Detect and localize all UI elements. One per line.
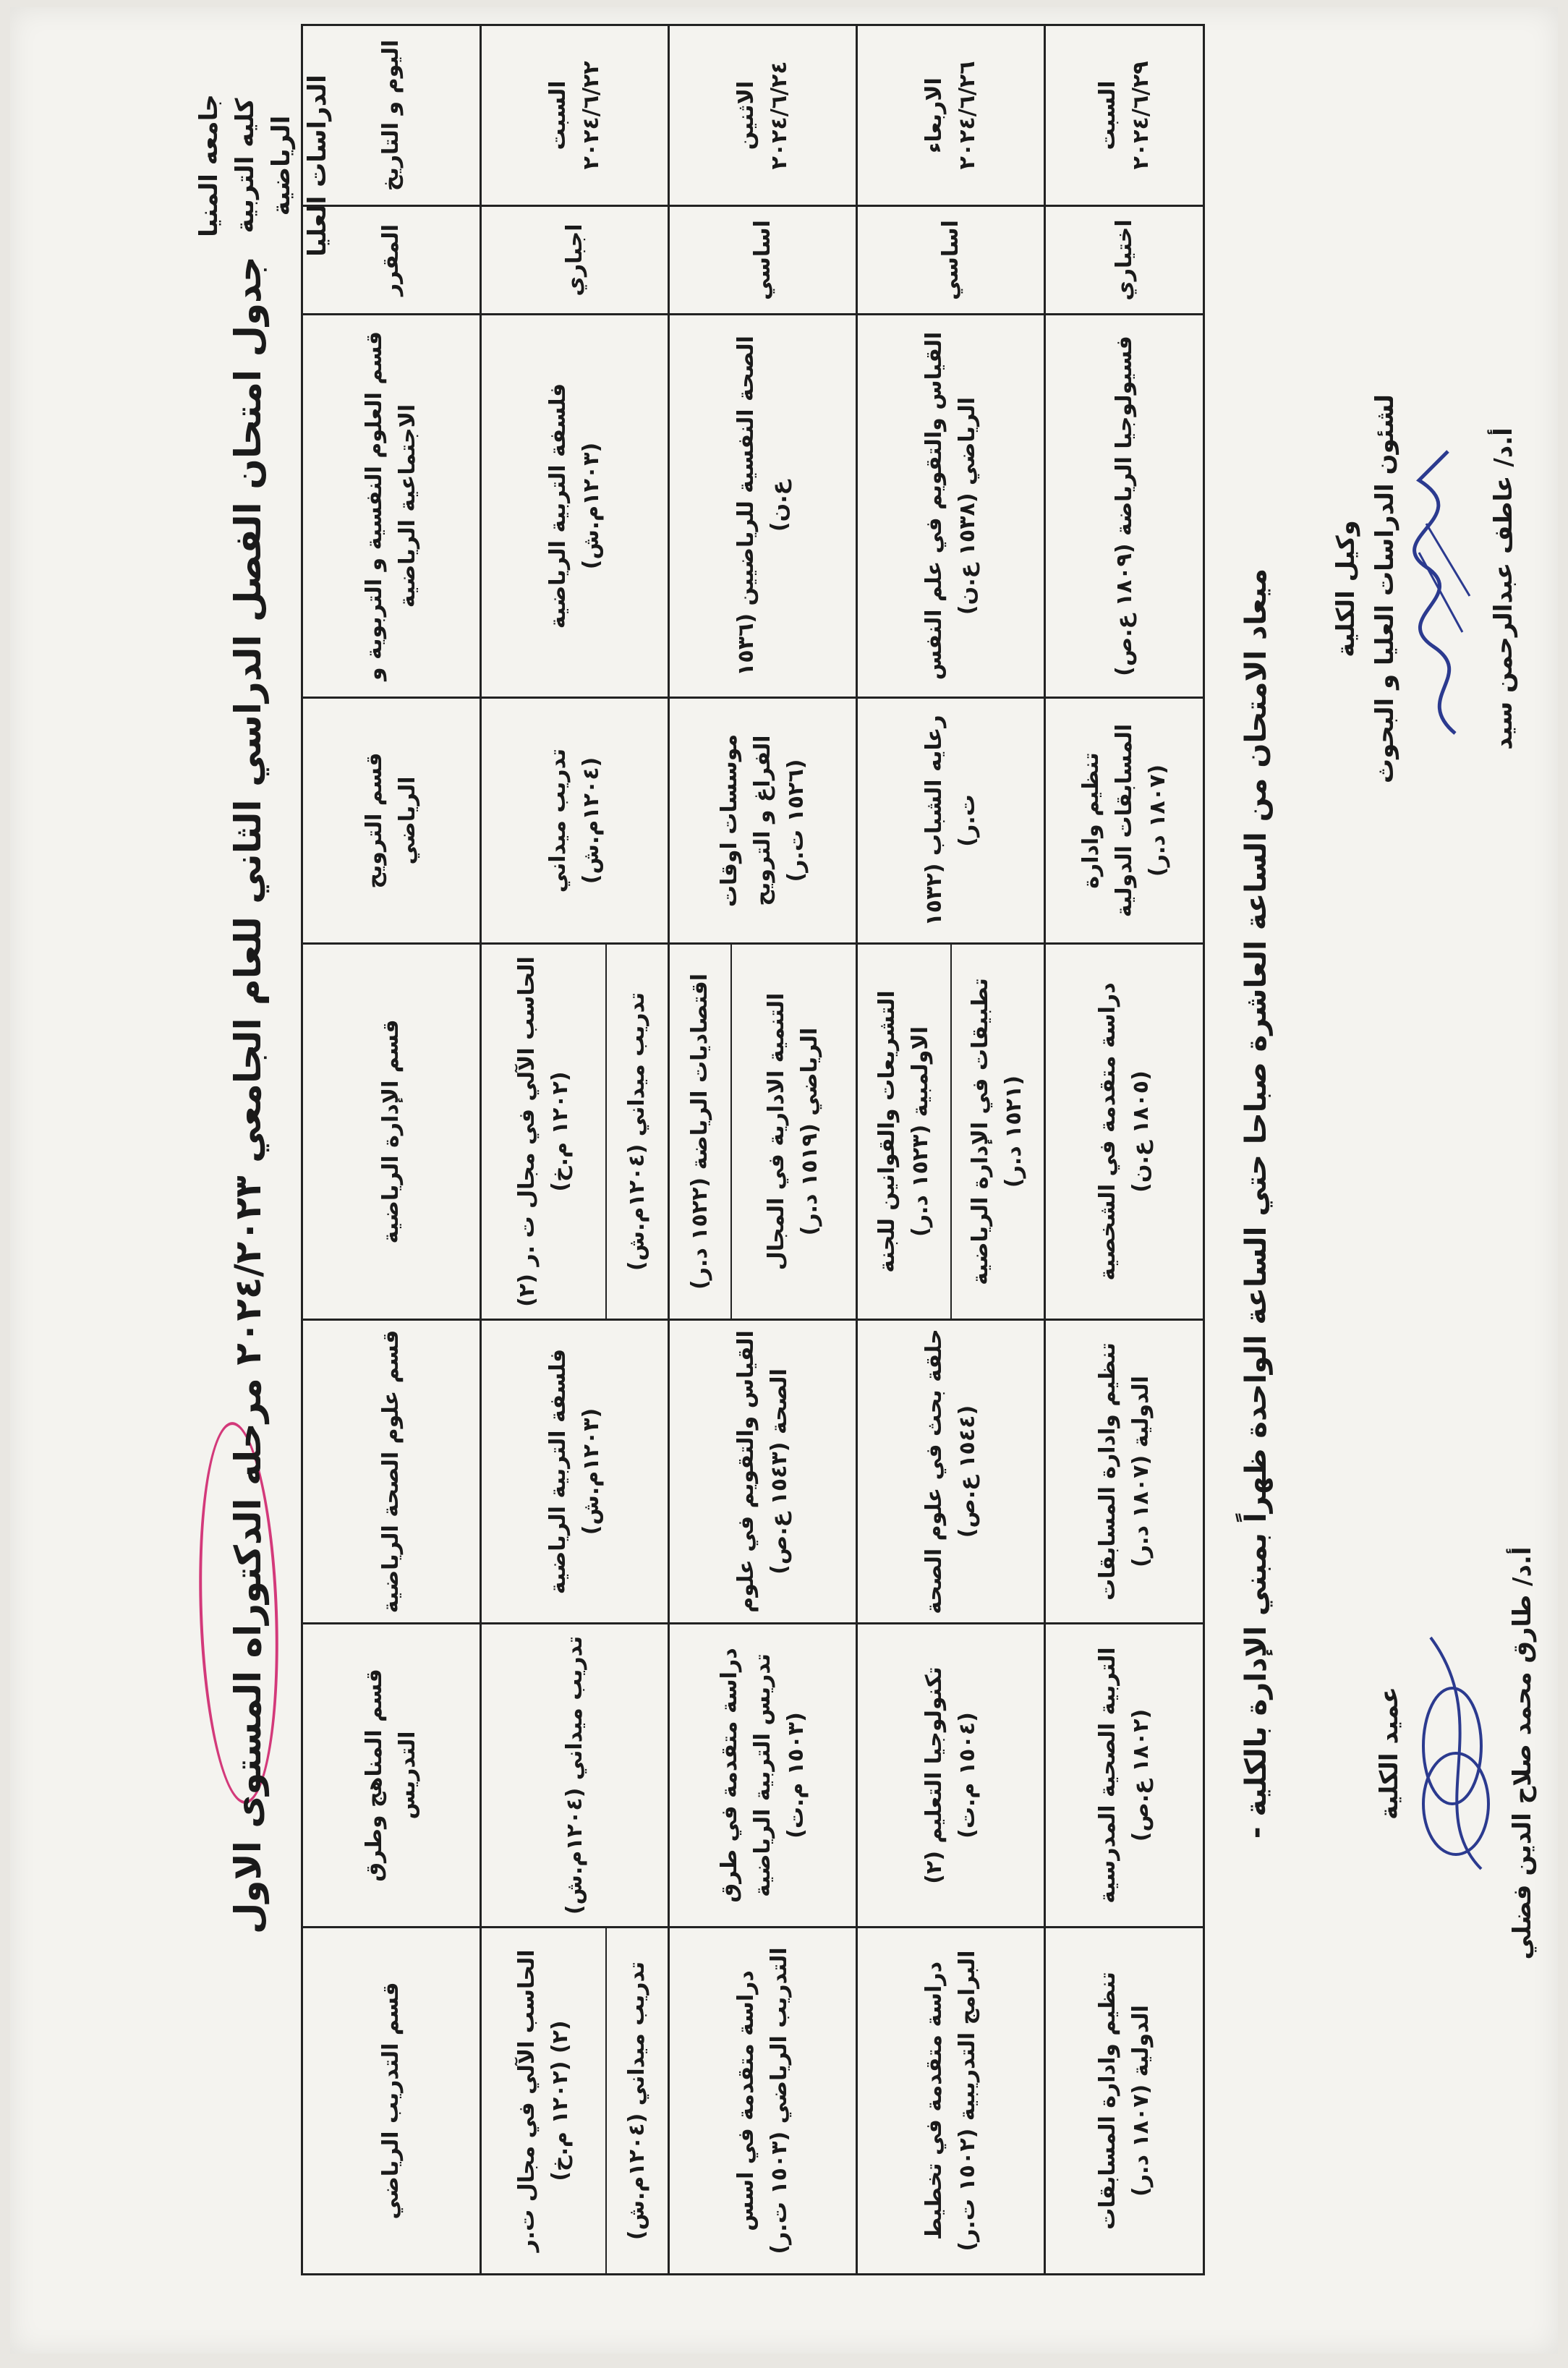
date: ٢٠٢٤/٦/٢٢ (578, 61, 604, 170)
page-title: جدول امتحان الفصل الدراسي الثاني للعام الجامعي ٢٠٢٤/٢٠٢٣ مرحله الدكتوراه المستوى الاول (227, 256, 269, 1934)
training-cell (481, 1928, 669, 2275)
dean-signature-block (1370, 1500, 1542, 2006)
course-type: اجباري (481, 206, 669, 315)
table-row (1045, 25, 1204, 2275)
health-cell: حلقة بحث في علوم الصحة (١٥٤٤ ع.ص) (857, 1320, 1045, 1624)
day-cell (481, 25, 669, 206)
admin-cell (481, 944, 669, 1320)
admin-exam-b: التنمية الادارية في المجال الرياضي (١٥١٩ د.ر) (730, 945, 856, 1319)
date: ٢٠٢٤/٦/٢٩ (1128, 61, 1154, 170)
training-cell: دراسة متقدمة في اسس التدريب الرياضي (١٥٠٣ ت.ر) (669, 1928, 857, 2275)
recreation-cell: تدريب ميداني (١٢٠٤م.ش) (481, 698, 669, 944)
admin-exam-a: اقتصاديات الرياضة (١٥٢٢ د.ر) (686, 973, 712, 1290)
col-day: اليوم و التاريخ (302, 25, 481, 206)
course-type: اساسي (669, 206, 857, 315)
curricula-cell: تكنولوجيا التعليم (٢) (١٥٠٤ م.ت) (857, 1624, 1045, 1928)
training-exam-a: الحاسب الآلي في مجال ت.ر (٢) (١٢٠٢ م.خ) (514, 1949, 573, 2252)
admin-exam-a: الحاسب الآلي في مجال ت .ر (٢) (١٢٠٢ م.خ) (514, 956, 573, 1307)
recreation-cell: رعايه الشباب (١٥٣٢ ت.ر) (857, 698, 1045, 944)
day-name: السبت (545, 80, 571, 150)
exam-time-note: ميعاد الامتحان من الساعة العاشرة صباحا حتي الساعة الواحدة ظهراً بمبني الإدارة بالكلية - (1240, 568, 1273, 1839)
curricula-cell: التربية الصحية المدرسية (١٨٠٢ ع.ص) (1045, 1624, 1204, 1928)
col-course: المقرر (302, 206, 481, 315)
exam-schedule-table (301, 24, 1205, 2275)
faculty-name: كليه التربية الرياضية (231, 98, 296, 234)
day-cell (1045, 25, 1204, 206)
psych-cell: فسيولوجيا الرياضة (١٨٠٩ ع.ص) (1045, 315, 1204, 698)
health-cell: القياس والتقويم في علوم الصحة (١٥٤٣ ع.ص) (669, 1320, 857, 1624)
dean-signature-scribble (1409, 1594, 1503, 1912)
curricula-cell: تدريب ميداني (١٢٠٤م.ش) (481, 1624, 669, 1928)
recreation-cell: تنظيم وادارة المسابقات الدولية (١٨٠٧ د.ر) (1045, 698, 1204, 944)
psych-cell: فلسفة التربية الرياضية (١٢٠٣م.ش) (481, 315, 669, 698)
vice-dean-name: أ.د/ عاطف عبدالرحمن سيد (1489, 427, 1518, 750)
day-name: السبت (1094, 80, 1120, 150)
psych-cell: القياس والتقويم في علم النفس الرياضي (١٥٣٨ ع.ن) (857, 315, 1045, 698)
course-type: اساسي (857, 206, 1045, 315)
dean-name: أ.د/ طارق محمد صلاح الدين فضلي (1508, 1546, 1537, 1960)
admin-exam-b: تدريب ميداني (١٢٠٤م.ش) (605, 945, 668, 1319)
vice-dean-signature-scribble (1405, 437, 1484, 741)
admin-exam-b: تطبيقات في الإدارة الرياضية (١٥٢١ د.ر) (950, 945, 1044, 1319)
date: ٢٠٢٤/٦/٢٦ (954, 61, 980, 170)
dean-title: عميد الكلية (1375, 1687, 1404, 1820)
health-cell: فلسفة التربية الرياضية (١٢٠٣م.ش) (481, 1320, 669, 1624)
day-name: الاربعاء (921, 77, 947, 153)
training-cell: دراسة متقدمة في تخطيط البرامج التدريبية (١٥٠٢ ت.ر) (857, 1928, 1045, 2275)
admin-cell (857, 944, 1045, 1320)
course-type: اختياري (1045, 206, 1204, 315)
admin-cell (669, 944, 857, 1320)
table-row (857, 25, 1045, 2275)
vice-dean-signature-block (1326, 386, 1523, 791)
col-curricula: قسم المناهج وطرق التدريس (302, 1624, 481, 1928)
health-cell: تنظيم وادارة المسابقات الدولية (١٨٠٧ د.ر) (1045, 1320, 1204, 1624)
university-name: جامعه المنيا (195, 94, 223, 237)
col-recreation: قسم الترويح الرياضي (302, 698, 481, 944)
col-health: قسم علوم الصحة الرياضية (302, 1320, 481, 1624)
training-cell: تنظيم وادارة المسابقات الدولية (١٨٠٧ د.ر) (1045, 1928, 1204, 2275)
day-name: الاثنين (733, 80, 759, 150)
document-page (10, 7, 1558, 2354)
vice-dean-title: وكيل الكلية (1331, 520, 1360, 657)
rotated-document (10, 7, 1568, 2368)
table-row (669, 25, 857, 2275)
day-cell (669, 25, 857, 206)
col-psych: قسم العلوم النفسية و التربوية و الاجتماعية الرياضية (302, 315, 481, 698)
vice-dean-subtitle: لشئون الدراسات العليا و البحوث (1371, 393, 1399, 784)
admin-exam-a: التشريعات والقوانين للجنة الاولمبية (١٥٢٣ د.ر) (874, 990, 933, 1273)
admin-cell: دراسة متقدمة في الشخصية (١٨٠٥ ع.ن) (1045, 944, 1204, 1320)
day-cell (857, 25, 1045, 206)
training-exam-b: تدريب ميداني (١٢٠٤م.ش) (605, 1928, 668, 2273)
psych-cell: الصحة النفسية للرياضيين (١٥٣٦ ع.ن) (669, 315, 857, 698)
date: ٢٠٢٤/٦/٢٤ (766, 61, 792, 170)
dept-name: الدراسات العليا (303, 74, 332, 257)
recreation-cell: موسسات اوقات الفراغ و الترويح (١٥٢٦ ت.ر) (669, 698, 857, 944)
col-training: قسم التدريب الرياضي (302, 1928, 481, 2275)
table-row (481, 25, 669, 2275)
table-header-row (302, 25, 481, 2275)
col-admin: قسم الإدارة الرياضية (302, 944, 481, 1320)
curricula-cell: دراسة متقدمة في طرق تدريس التربية الرياضية (١٥٠٣ م.ت) (669, 1624, 857, 1928)
